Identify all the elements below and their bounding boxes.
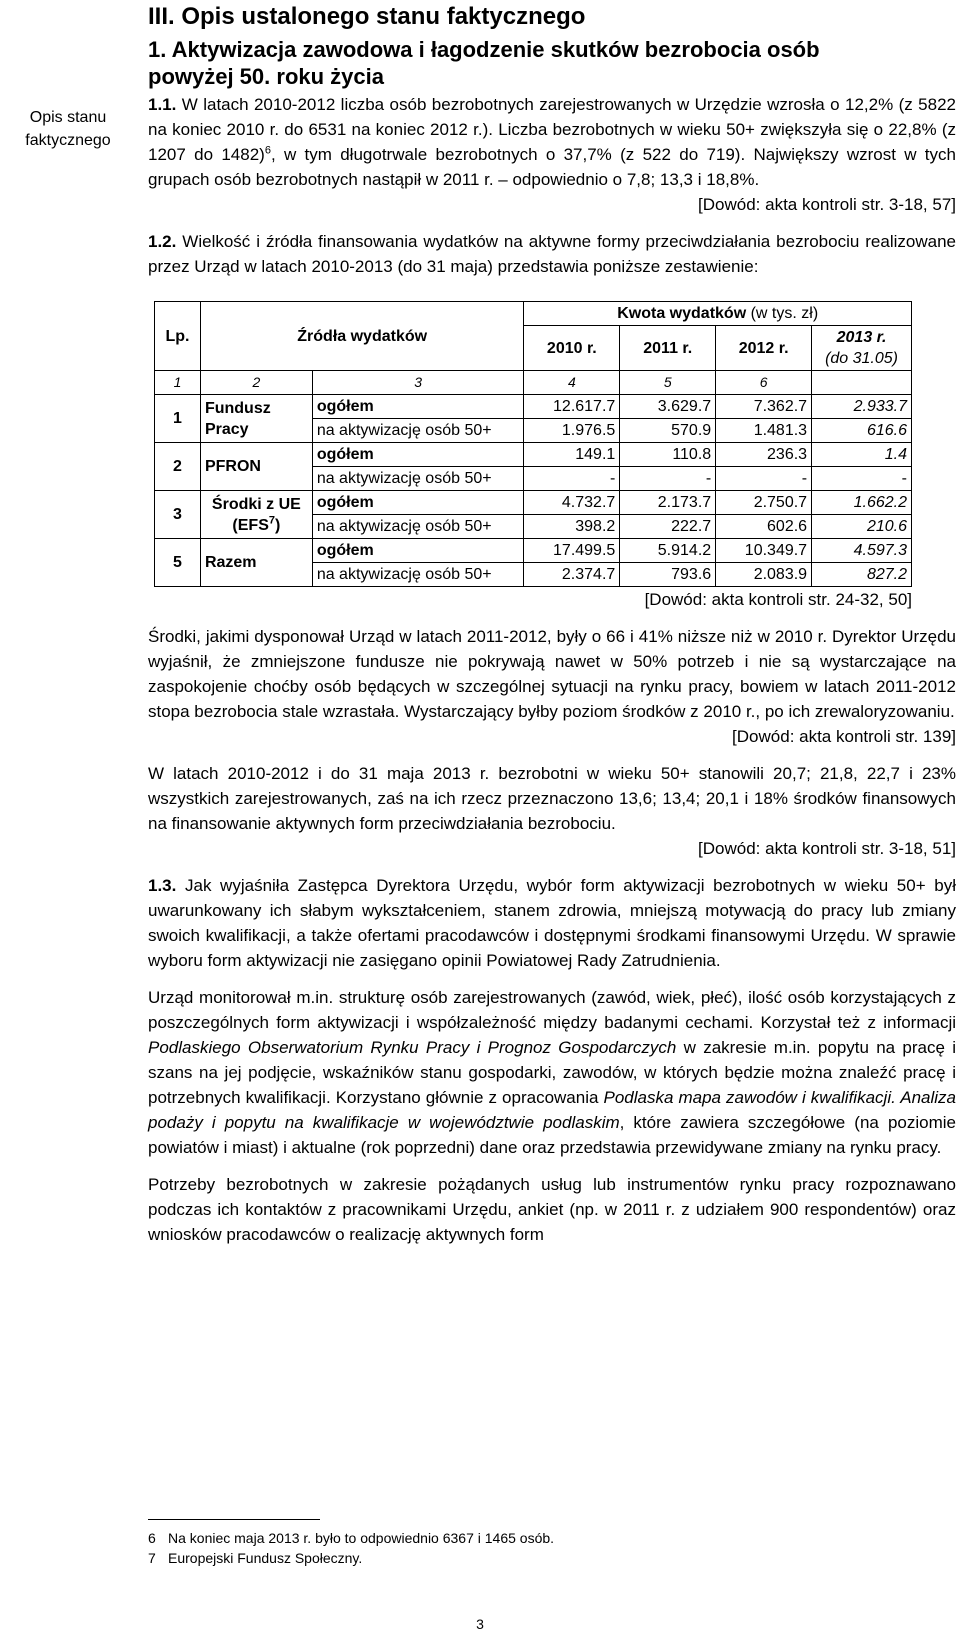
paragraph-needs: Potrzeby bezrobotnych w zakresie pożądanych usług lub instrumentów rynku pracy rozpoznawano podczas ich kontaktów z pracownikami Urzędu, ankiet (np. w 2011 r. z udziałem 900 respondentów) oraz wniosków pracodawców o realizację aktywnych form <box>148 1175 956 1244</box>
cell-value: 398.2 <box>524 515 620 539</box>
source-title: Podlaskiego Obserwatorium Rynku Pracy i Prognoz Gospodarczych <box>148 1038 677 1057</box>
row-source: PFRON <box>200 443 312 491</box>
footnote-ref-6[interactable]: 6 <box>264 144 271 157</box>
page-number: 3 <box>476 1616 484 1632</box>
evidence-note: [Dowód: akta kontroli str. 24-32, 50] <box>644 590 912 609</box>
header-source: Źródła wydatków <box>200 302 523 371</box>
paragraph-text: Jak wyjaśniła Zastępca Dyrektora Urzędu, wybór form aktywizacji bezrobotnych w wieku 50+ był uwarunkowany ich słabym wykształceniem, stanem zdrowia, mniejszą motywacją do pracy lub zmiany swoich kwalifikacji, a także ofertami pracodawców i dostępnymi środkami finansowymi Urzędu. W sprawie wyboru form aktywizacji nie zasięgano opinii Powiatowej Rady Zatrudnienia. <box>148 876 956 970</box>
footnote-number: 7 <box>148 1550 156 1566</box>
row-source-text: Środki z UE (EFS <box>211 495 301 534</box>
cell-value: 2.933.7 <box>812 395 912 419</box>
paragraph-text-cont: , w tym długotrwale bezrobotnych o 37,7% (z 522 do 719). Największy wzrost w tych grupach osób bezrobotnych nastąpił w 2011 r. – odpowiednio o 7,8; 13,3 i 18,8%. <box>148 145 956 189</box>
row-lp: 1 <box>155 395 201 443</box>
header-2013-note: (do 31.05) <box>825 350 898 367</box>
cell-value: - <box>812 467 912 491</box>
header-amount <box>524 302 912 326</box>
footnote-6 <box>148 1528 928 1548</box>
paragraph-text: w zakresie m.in. popytu na pracę i szans na jej podjęcie, wskaźników stanu gospodarki, zawodów, w których będzie można znaleźć pracę i potrzebnych kwalifikacji. Korzystano głównie z opracowania <box>148 1038 956 1107</box>
header-2013 <box>812 326 912 371</box>
margin-note-line1: Opis stanu <box>29 109 107 126</box>
cell-value: 5.914.2 <box>620 539 716 563</box>
footnote-number: 6 <box>148 1530 156 1546</box>
table-row <box>155 395 912 419</box>
main-content <box>148 2 956 1247</box>
cell-value: 1.662.2 <box>812 491 912 515</box>
header-lp: Lp. <box>155 302 201 371</box>
paragraph-number: 1.2. <box>148 232 177 251</box>
paragraph-text: Urząd monitorował m.in. strukturę osób zarejestrowanych (zawód, wiek, płeć), ilość osób korzystających z poszczególnych form aktywizacji i współzależność między badanymi cechami. Korzystał też z informacji <box>148 988 956 1032</box>
cell-value: 793.6 <box>620 563 716 587</box>
footnote-7 <box>148 1548 928 1568</box>
row-source-close: ) <box>275 516 281 534</box>
cell-value: - <box>524 467 620 491</box>
cell-value: 2.083.9 <box>716 563 812 587</box>
paragraph-text: Wielkość i źródła finansowania wydatków na aktywne formy przeciwdziałania bezrobociu realizowane przez Urząd w latach 2010-2013 (do 31 maja) przedstawia poniższe zestawienie: <box>148 232 956 276</box>
paragraph-1-2 <box>148 229 956 279</box>
index-cell: 6 <box>716 371 812 395</box>
cell-value: 2.173.7 <box>620 491 716 515</box>
index-cell: 3 <box>312 371 524 395</box>
section-title: III. Opis ustalonego stanu faktycznego <box>148 3 586 30</box>
margin-note-line2: faktycznego <box>25 132 111 149</box>
header-2012: 2012 r. <box>716 326 812 371</box>
source-title: Podlaska mapa zawodów i kwalifikacji. Analiza podaży i popytu na kwalifikacje w województwie podlaskim <box>148 1088 956 1132</box>
row-sub-label: na aktywizację osób 50+ <box>312 563 524 587</box>
paragraph-number: 1.3. <box>148 876 177 895</box>
row-source <box>200 491 312 539</box>
row-total-label: ogółem <box>312 539 524 563</box>
cell-value: 4.732.7 <box>524 491 620 515</box>
cell-value: 570.9 <box>620 419 716 443</box>
cell-value: 616.6 <box>812 419 912 443</box>
header-2011: 2011 r. <box>620 326 716 371</box>
paragraph-funds: Środki, jakimi dysponował Urząd w latach 2011-2012, były o 66 i 41% niższe niż w 2010 r. Dyrektor Urzędu wyjaśnił, że zmniejszone fundusze nie pokrywają nawet w 50% potrzeb i nie są wystarczające na zaspokojenie choćby osób będących w szczególnej sytuacji na rynku pracy, bowiem w latach 2011-2012 stopa bezrobocia stale wzrastała. Wystarczający byłby poziom środków z 2010 r., po ich zrewaloryzowaniu. <box>148 627 956 721</box>
header-amount-label: Kwota wydatków <box>617 305 747 322</box>
paragraph-monitoring <box>148 985 956 1160</box>
footnote-divider <box>148 1519 320 1520</box>
expenditure-table-wrap <box>154 301 956 612</box>
row-sub-label: na aktywizację osób 50+ <box>312 515 524 539</box>
footnote-ref-7[interactable]: 7 <box>268 514 275 527</box>
table-row <box>155 539 912 563</box>
cell-value: 1.481.3 <box>716 419 812 443</box>
cell-value: 17.499.5 <box>524 539 620 563</box>
cell-value: 827.2 <box>812 563 912 587</box>
cell-value: 1.976.5 <box>524 419 620 443</box>
margin-note <box>6 106 130 152</box>
footnotes <box>148 1519 928 1568</box>
row-lp: 3 <box>155 491 201 539</box>
header-2013-label: 2013 r. <box>836 329 887 346</box>
chapter-title-line2: powyżej 50. roku życia <box>148 64 384 89</box>
evidence-note: [Dowód: akta kontroli str. 3-18, 57] <box>698 195 956 214</box>
table-row <box>155 491 912 515</box>
cell-value: 149.1 <box>524 443 620 467</box>
chapter-title <box>148 36 956 90</box>
evidence-note: [Dowód: akta kontroli str. 139] <box>732 727 956 746</box>
paragraph-text: W latach 2010-2012 liczba osób bezrobotnych zarejestrowanych w Urzędzie wzrosła o 12,2% (z 5822 na koniec 2010 r. do 6531 na koniec 2012 r.). Liczba bezrobotnych w wieku 50+ zwiększyła się o 22,8% (z 1207 do 1482) <box>148 95 956 164</box>
index-cell: 1 <box>155 371 201 395</box>
paragraph-number: 1.1. <box>148 95 177 114</box>
cell-value: 10.349.7 <box>716 539 812 563</box>
row-total-label: ogółem <box>312 491 524 515</box>
row-total-label: ogółem <box>312 395 524 419</box>
cell-value: - <box>620 467 716 491</box>
cell-value: 222.7 <box>620 515 716 539</box>
header-amount-unit: (w tys. zł) <box>750 305 819 322</box>
footnote-text: Na koniec maja 2013 r. było to odpowiednio 6367 i 1465 osób. <box>168 1530 555 1546</box>
index-cell: 2 <box>200 371 312 395</box>
cell-value: 602.6 <box>716 515 812 539</box>
row-source: Fundusz Pracy <box>200 395 312 443</box>
paragraph-1-3 <box>148 873 956 973</box>
evidence-note: [Dowód: akta kontroli str. 3-18, 51] <box>698 839 956 858</box>
row-sub-label: na aktywizację osób 50+ <box>312 467 524 491</box>
cell-value: 12.617.7 <box>524 395 620 419</box>
row-lp: 5 <box>155 539 201 587</box>
cell-value: 7.362.7 <box>716 395 812 419</box>
cell-value: 1.4 <box>812 443 912 467</box>
index-row <box>155 371 912 395</box>
row-lp: 2 <box>155 443 201 491</box>
cell-value: 210.6 <box>812 515 912 539</box>
paragraph-1-1 <box>148 92 956 192</box>
paragraph-text: , które zawiera szczegółowe (na poziomie powiatów i miast) i aktualne (rok poprzedni) dane oraz przedstawia przewidywane zmiany na rynku pracy. <box>148 1113 956 1157</box>
cell-value: 2.374.7 <box>524 563 620 587</box>
cell-value: 4.597.3 <box>812 539 912 563</box>
row-sub-label: na aktywizację osób 50+ <box>312 419 524 443</box>
cell-value: 236.3 <box>716 443 812 467</box>
cell-value: 2.750.7 <box>716 491 812 515</box>
index-cell <box>812 371 912 395</box>
chapter-title-line1: 1. Aktywizacja zawodowa i łagodzenie skutków bezrobocia osób <box>148 37 820 62</box>
cell-value: - <box>716 467 812 491</box>
index-cell: 4 <box>524 371 620 395</box>
footnote-text: Europejski Fundusz Społeczny. <box>168 1550 363 1566</box>
row-total-label: ogółem <box>312 443 524 467</box>
paragraph-share: W latach 2010-2012 i do 31 maja 2013 r. bezrobotni w wieku 50+ stanowili 20,7; 21,8, 22,7 i 23% wszystkich zarejestrowanych, zaś na ich rzecz przeznaczono 13,6; 13,4; 20,1 i 18% środków finansowych na finansowanie aktywnych form przeciwdziałania bezrobociu. <box>148 764 956 833</box>
row-source: Razem <box>200 539 312 587</box>
header-2010: 2010 r. <box>524 326 620 371</box>
cell-value: 3.629.7 <box>620 395 716 419</box>
cell-value: 110.8 <box>620 443 716 467</box>
table-row <box>155 443 912 467</box>
index-cell: 5 <box>620 371 716 395</box>
expenditure-table <box>154 301 912 587</box>
